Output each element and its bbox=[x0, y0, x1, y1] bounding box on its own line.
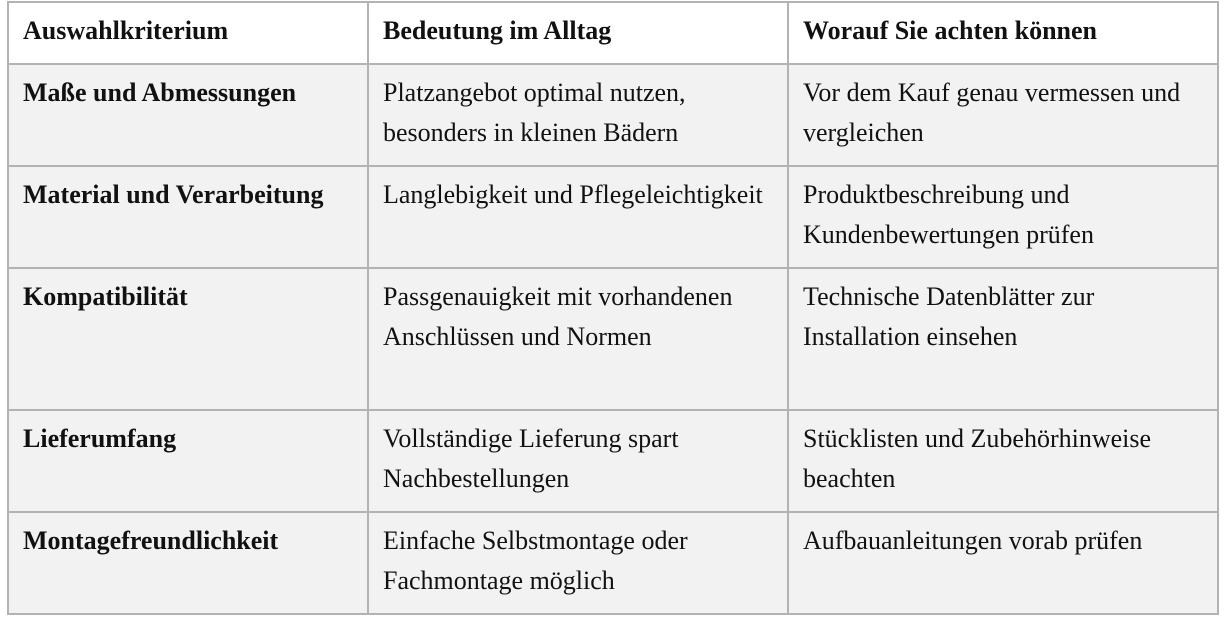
advice-cell: Technische Datenblätter zur Installation einsehen bbox=[788, 268, 1218, 410]
advice-cell: Aufbauanleitungen vorab prüfen bbox=[788, 512, 1218, 614]
meaning-cell: Langlebigkeit und Pflegeleichtigkeit bbox=[368, 166, 788, 268]
meaning-cell: Platzangebot optimal nutzen, besonders in kleinen Bädern bbox=[368, 64, 788, 166]
header-auswahlkriterium: Auswahlkriterium bbox=[8, 2, 368, 64]
advice-cell: Produktbeschreibung und Kundenbewertungen prüfen bbox=[788, 166, 1218, 268]
criterion-cell: Maße und Abmessungen bbox=[8, 64, 368, 166]
criteria-table bbox=[7, 1, 1219, 615]
criterion-cell: Material und Verarbeitung bbox=[8, 166, 368, 268]
criterion-cell: Lieferumfang bbox=[8, 410, 368, 512]
meaning-cell: Vollständige Lieferung spart Nachbestellungen bbox=[368, 410, 788, 512]
criterion-cell: Kompatibilität bbox=[8, 268, 368, 410]
header-bedeutung: Bedeutung im Alltag bbox=[368, 2, 788, 64]
criterion-cell: Montagefreundlichkeit bbox=[8, 512, 368, 614]
table-container bbox=[7, 1, 1219, 615]
header-worauf: Worauf Sie achten können bbox=[788, 2, 1218, 64]
table-header-row bbox=[8, 2, 1218, 64]
table-row bbox=[8, 64, 1218, 166]
meaning-cell: Einfache Selbstmontage oder Fachmontage möglich bbox=[368, 512, 788, 614]
meaning-cell: Passgenauigkeit mit vorhandenen Anschlüssen und Normen bbox=[368, 268, 788, 410]
table-row bbox=[8, 268, 1218, 410]
table-row bbox=[8, 166, 1218, 268]
advice-cell: Stücklisten und Zubehörhinweise beachten bbox=[788, 410, 1218, 512]
advice-cell: Vor dem Kauf genau vermessen und vergleichen bbox=[788, 64, 1218, 166]
table-row bbox=[8, 512, 1218, 614]
table-row bbox=[8, 410, 1218, 512]
